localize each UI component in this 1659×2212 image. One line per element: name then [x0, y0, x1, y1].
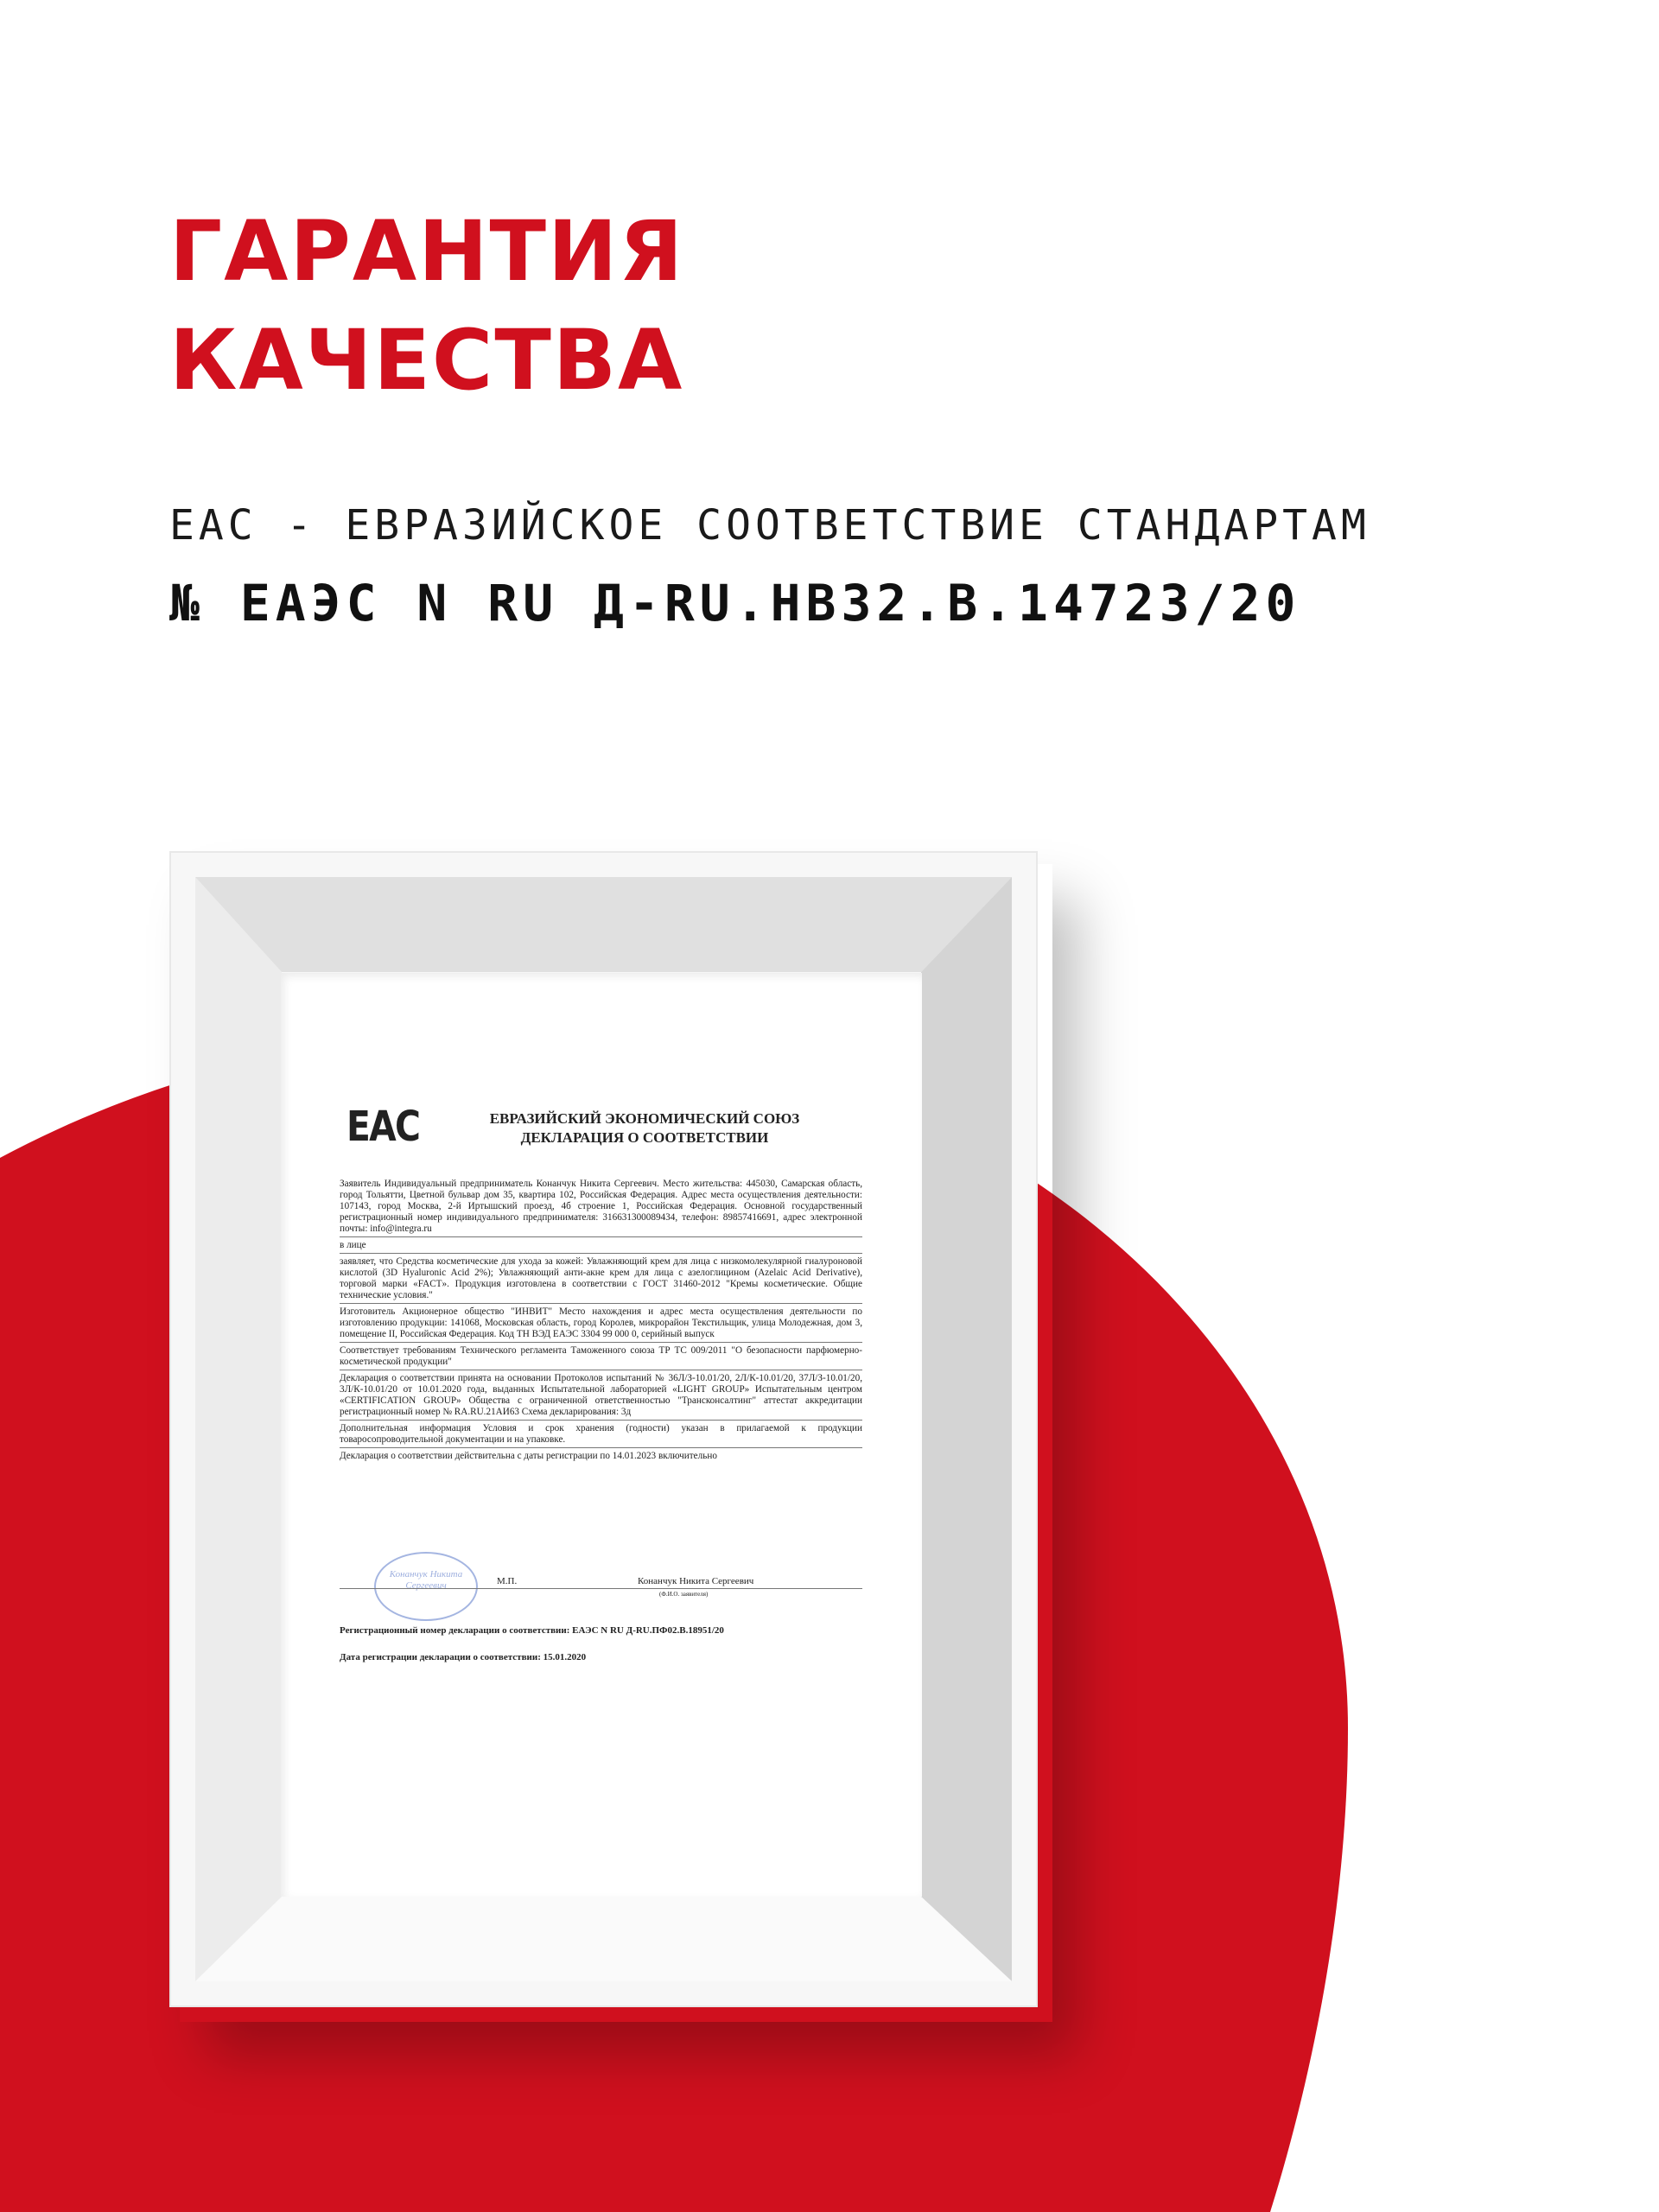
title-line-2: КАЧЕСТВА	[169, 312, 684, 409]
registration-date: Дата регистрации декларации о соответствии: 15.01.2020	[340, 1652, 587, 1662]
signature-line	[340, 1588, 862, 1589]
eac-logo: EAC	[346, 1103, 420, 1151]
registration-number: Регистрационный номер декларации о соответствии: ЕАЭС N RU Д-RU.ПФ02.В.18951/20	[340, 1625, 724, 1636]
doc-paragraph: Заявитель Индивидуальный предприниматель Конанчук Никита Сергеевич. Место жительства: 445030, Самарская область, город Тольятти, Цветной бульвар дом 35, квартира 102, Российская Федерация. Адрес места осуществления деятельности: 107143, город Москва, 2-й Иртышский проезд, 4б строение 1, Российская Федерация. Основной государственный регистрационный номер индивидуального предпринимателя: 316631300089434, телефон: 89857416691, адрес электронной почты: info@integra.ru	[340, 1179, 862, 1237]
mp-label: М.П.	[497, 1576, 518, 1586]
signer-name: Конанчук Никита Сергеевич	[638, 1576, 754, 1586]
doc-paragraph: в лице	[340, 1240, 862, 1254]
declaration-document	[281, 973, 922, 1897]
doc-paragraph: Декларация о соответствии принята на основании Протоколов испытаний № 36Л/З-10.01/20, 2Л/К-10.01/20, 37Л/З-10.01/20, 3Л/К-10.01/20 от 10.01.2020 года, выданных Испытательной лабораторией «LIGHT GROUP» Испытательным центром «CERTIFICATION GROUP» Общества с ограниченной ответственностью "Трансконсалтинг" аттестат аккредитации регистрационный номер № RA.RU.21АИ63 Схема декларирования: 3д	[340, 1373, 862, 1421]
document-title	[442, 1109, 848, 1147]
fio-caption: (Ф.И.О. заявителя)	[659, 1591, 709, 1598]
eac-subtitle: ЕАС - ЕВРАЗИЙСКОЕ СООТВЕТСТВИЕ СТАНДАРТАМ	[169, 501, 1370, 550]
doc-paragraph: Дополнительная информация Условия и срок хранения (годности) указан в прилагаемой к продукции товаросопроводительной документации и на упаковке.	[340, 1423, 862, 1448]
stamp-icon: Конанчук Никита Сергеевич	[374, 1552, 478, 1621]
doc-paragraph: Изготовитель Акционерное общество "ИНВИТ" Место нахождения и адрес места осуществления деятельности по изготовлению продукции: 141068, Московская область, город Королев, микрорайон Текстильщик, улица Молодежная, дом 3, помещение II, Российская Федерация. Код ТН ВЭД ЕАЭС 3304 99 000 0, серийный выпуск	[340, 1306, 862, 1343]
doc-paragraph: Соответствует требованиям Технического регламента Таможенного союза ТР ТС 009/2011 "О безопасности парфюмерно-косметической продукции"	[340, 1345, 862, 1370]
declaration-number: № ЕАЭС N RU Д-RU.НВ32.В.14723/20	[169, 574, 1301, 632]
doc-paragraph: заявляет, что Средства косметические для ухода за кожей: Увлажняющий крем для лица с низкомолекулярной гиалуроновой кислотой (3D Hyaluronic Acid 2%); Увлажняющий анти-акне крем для лица с азелоглицином (Azelaic Acid Derivative), торговой марки «FACT». Продукция изготовлена в соответствии с ГОСТ 31460-2012 "Кремы косметические. Общие технические условия."	[340, 1256, 862, 1304]
document-title-line-2: ДЕКЛАРАЦИЯ О СООТВЕТСТВИИ	[520, 1129, 769, 1146]
document-header	[346, 1103, 865, 1163]
doc-paragraph: Декларация о соответствии действительна с даты регистрации по 14.01.2023 включительно	[340, 1451, 717, 1461]
title-line-1: ГАРАНТИЯ	[169, 203, 685, 300]
document-body	[340, 1179, 862, 1466]
document-title-line-1: ЕВРАЗИЙСКИЙ ЭКОНОМИЧЕСКИЙ СОЮЗ	[489, 1110, 800, 1127]
page-title	[169, 197, 684, 415]
signature-row	[340, 1560, 862, 1604]
